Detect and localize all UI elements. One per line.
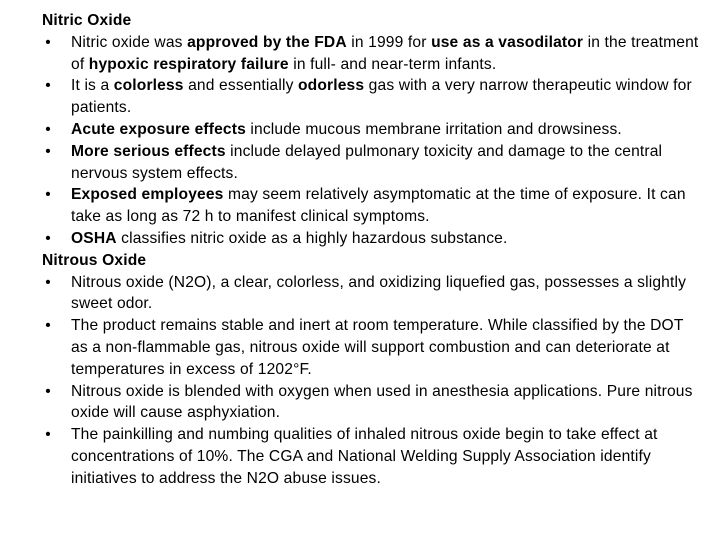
- bold-text-run: More serious effects: [71, 142, 226, 160]
- text-run: Nitrous oxide (N2O), a clear, colorless, and oxidizing liquefied gas, possesses a slightly sweet odor.: [71, 273, 687, 313]
- bullet-item: [42, 141, 702, 185]
- bullet-list: [42, 272, 702, 490]
- text-run: gas with a very narrow therapeutic window for patients.: [71, 77, 692, 117]
- bullet-item: [42, 228, 702, 250]
- bullet-item: [42, 75, 702, 119]
- section-nitric-oxide: [42, 10, 702, 250]
- bullet-icon: •: [45, 382, 51, 400]
- bold-text-run: OSHA: [71, 229, 117, 247]
- text-run: Nitrous oxide is blended with oxygen when used in anesthesia applications. Pure nitrous oxide will cause asphyxiation.: [71, 382, 693, 422]
- text-run: Nitric oxide was: [71, 33, 188, 51]
- bullet-item: [42, 381, 702, 425]
- bullet-item: [42, 119, 702, 141]
- bold-text-run: hypoxic respiratory failure: [88, 55, 289, 73]
- bold-text-run: odorless: [298, 77, 365, 95]
- bold-text-run: approved by the FDA: [187, 33, 347, 51]
- bullet-icon: •: [45, 142, 51, 160]
- text-run: It is a: [71, 77, 114, 95]
- text-run: in full- and near-term infants.: [288, 55, 497, 73]
- bullet-icon: •: [45, 273, 51, 291]
- bold-text-run: colorless: [113, 77, 184, 95]
- bullet-icon: •: [45, 33, 51, 51]
- text-run: include mucous membrane irritation and drowsiness.: [245, 120, 622, 138]
- bullet-icon: •: [45, 317, 51, 335]
- text-run: may seem relatively asymptomatic at the time of exposure. It can take as long as 72 h to manifest clinical symptoms.: [71, 186, 686, 226]
- text-run: classifies nitric oxide as a highly hazardous substance.: [116, 229, 508, 247]
- bullet-item: [42, 272, 702, 316]
- text-run: and essentially: [183, 77, 298, 95]
- text-run: include delayed pulmonary toxicity and damage to the central nervous system effects.: [71, 142, 663, 182]
- section-heading: Nitrous Oxide: [42, 251, 147, 269]
- section-nitrous-oxide: [42, 250, 702, 490]
- bullet-icon: •: [45, 120, 51, 138]
- text-run: The product remains stable and inert at room temperature. While classified by the DOT as a non-flammable gas, nitrous oxide will support combustion and can deteriorate at temperatures in excess of 1202°F.: [71, 317, 684, 378]
- bullet-icon: •: [45, 77, 51, 95]
- text-run: in the treatment of: [71, 33, 699, 73]
- slide-body: [42, 10, 702, 490]
- bullet-item: [42, 424, 702, 489]
- bold-text-run: use as a vasodilator: [431, 33, 584, 51]
- bullet-item: [42, 315, 702, 380]
- section-heading: Nitric Oxide: [42, 12, 132, 29]
- bullet-icon: •: [45, 229, 51, 247]
- bullet-item: [42, 32, 702, 76]
- bold-text-run: Exposed employees: [71, 186, 224, 204]
- bold-text-run: Acute exposure effects: [71, 120, 246, 138]
- text-run: The painkilling and numbing qualities of inhaled nitrous oxide begin to take effect at concentrations of 10%. The CGA and National Welding Supply Association identify initiatives to address the N2O abuse issues.: [71, 426, 658, 487]
- text-run: in 1999 for: [346, 33, 432, 51]
- bullet-icon: •: [45, 186, 51, 204]
- bullet-list: [42, 32, 702, 250]
- bullet-item: [42, 184, 702, 228]
- bullet-icon: •: [45, 426, 51, 444]
